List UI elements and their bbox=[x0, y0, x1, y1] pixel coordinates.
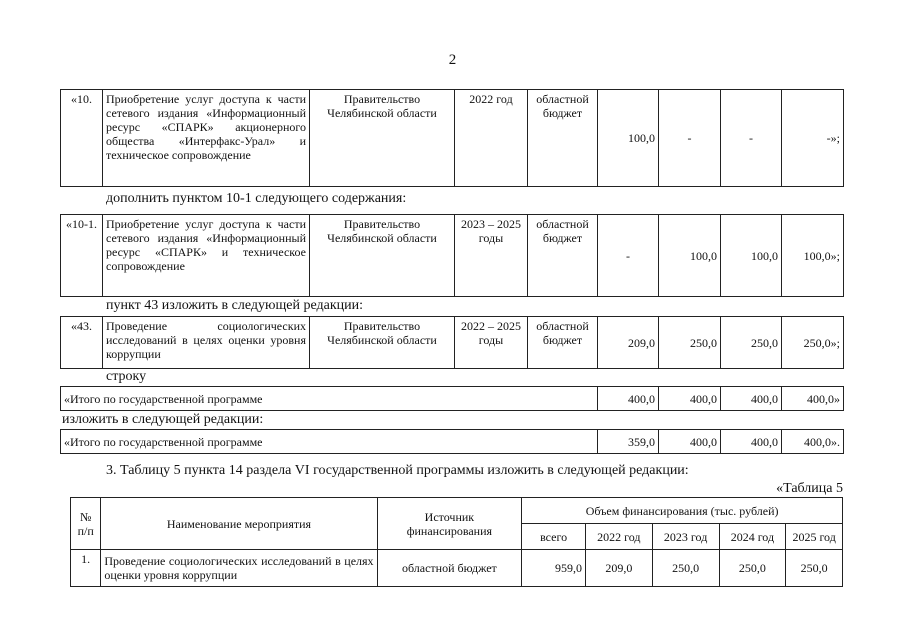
program-row-10-1 bbox=[60, 214, 844, 297]
program-row-43 bbox=[60, 316, 844, 369]
total-value-1: 359,0 bbox=[598, 430, 659, 454]
row-period: 2022 – 2025 годы bbox=[455, 317, 528, 369]
cell-2023: 250,0 bbox=[652, 550, 719, 587]
total-value-3: 400,0 bbox=[721, 430, 782, 454]
instruction-row: строку bbox=[106, 369, 147, 384]
header-name: Наименование мероприятия bbox=[101, 498, 377, 550]
row-value-3: 250,0 bbox=[721, 317, 782, 369]
instruction-table-5: 3. Таблицу 5 пункта 14 раздела VI государственной программы изложить в следующей редакции: bbox=[106, 463, 689, 478]
header-2024: 2024 год bbox=[719, 524, 786, 550]
row-value-1: - bbox=[598, 215, 659, 297]
cell-num: 1. bbox=[71, 550, 101, 587]
row-description: Проведение социологических исследований в целях оценки уровня коррупции bbox=[103, 317, 310, 369]
row-value-4: 100,0»; bbox=[782, 215, 844, 297]
row-source: областной бюджет bbox=[528, 90, 598, 187]
row-value-2: 100,0 bbox=[659, 215, 721, 297]
table-5 bbox=[70, 497, 843, 587]
total-value-4: 400,0» bbox=[782, 387, 844, 411]
row-value-1: 209,0 bbox=[598, 317, 659, 369]
table5-caption: «Таблица 5 bbox=[776, 481, 843, 496]
instruction-new-edition: изложить в следующей редакции: bbox=[62, 412, 264, 427]
header-num: № п/п bbox=[71, 498, 101, 550]
row-period: 2022 год bbox=[455, 90, 528, 187]
table-row bbox=[71, 550, 843, 587]
row-period: 2023 – 2025 годы bbox=[455, 215, 528, 297]
cell-source: областной бюджет bbox=[377, 550, 522, 587]
total-value-2: 400,0 bbox=[659, 387, 721, 411]
header-2022: 2022 год bbox=[585, 524, 652, 550]
row-executor: Правительство Челябинской области bbox=[310, 317, 455, 369]
header-2025: 2025 год bbox=[786, 524, 843, 550]
header-source: Источник финансирования bbox=[377, 498, 522, 550]
header-2023: 2023 год bbox=[652, 524, 719, 550]
cell-name: Проведение социологических исследований в целях оценки уровня коррупции bbox=[101, 550, 377, 587]
row-source: областной бюджет bbox=[528, 317, 598, 369]
total-value-4: 400,0». bbox=[782, 430, 844, 454]
header-total: всего bbox=[522, 524, 586, 550]
row-value-2: 250,0 bbox=[659, 317, 721, 369]
total-value-3: 400,0 bbox=[721, 387, 782, 411]
row-value-4: 250,0»; bbox=[782, 317, 844, 369]
row-number: «43. bbox=[61, 317, 103, 369]
row-number: «10. bbox=[61, 90, 103, 187]
page-number: 2 bbox=[448, 52, 457, 68]
row-number: «10-1. bbox=[61, 215, 103, 297]
row-description: Приобретение услуг доступа к части сетевого издания «Информационный ресурс «СПАРК» акционерного общества «Интерфакс-Урал» и техническое сопровождение bbox=[103, 90, 310, 187]
total-label: «Итого по государственной программе bbox=[61, 430, 598, 454]
row-source: областной бюджет bbox=[528, 215, 598, 297]
instruction-p43: пункт 43 изложить в следующей редакции: bbox=[106, 298, 363, 313]
cell-2025: 250,0 bbox=[786, 550, 843, 587]
row-executor: Правительство Челябинской области bbox=[310, 90, 455, 187]
row-value-1: 100,0 bbox=[598, 90, 659, 187]
cell-2022: 209,0 bbox=[585, 550, 652, 587]
cell-2024: 250,0 bbox=[719, 550, 786, 587]
program-row-10 bbox=[60, 89, 844, 187]
row-value-4: -»; bbox=[782, 90, 844, 187]
instruction-add-10-1: дополнить пунктом 10-1 следующего содержания: bbox=[106, 191, 407, 206]
row-value-2: - bbox=[659, 90, 721, 187]
total-value-1: 400,0 bbox=[598, 387, 659, 411]
row-executor: Правительство Челябинской области bbox=[310, 215, 455, 297]
row-value-3: - bbox=[721, 90, 782, 187]
total-value-2: 400,0 bbox=[659, 430, 721, 454]
total-new-row bbox=[60, 429, 844, 454]
total-label: «Итого по государственной программе bbox=[61, 387, 598, 411]
cell-total: 959,0 bbox=[522, 550, 586, 587]
row-description: Приобретение услуг доступа к части сетевого издания «Информационный ресурс «СПАРК» и техническое сопровождение bbox=[103, 215, 310, 297]
row-value-3: 100,0 bbox=[721, 215, 782, 297]
header-volume: Объем финансирования (тыс. рублей) bbox=[522, 498, 843, 524]
total-old-row bbox=[60, 386, 844, 411]
